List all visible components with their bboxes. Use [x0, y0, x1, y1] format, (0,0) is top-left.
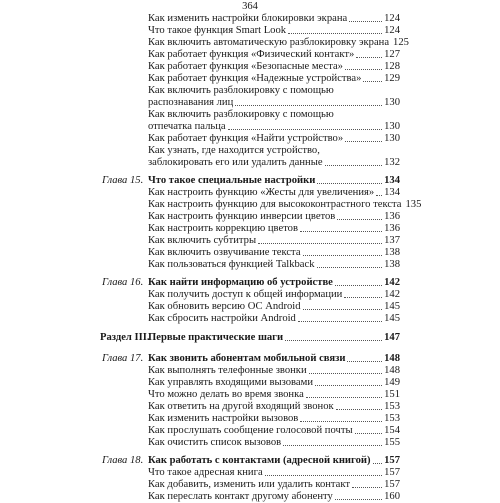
entry-page-number: 148 [384, 353, 400, 364]
entry-title: отпечатка пальца [148, 121, 226, 132]
toc-entry [148, 377, 400, 389]
entry-page-number: 130 [384, 133, 400, 144]
entry-page-number: 142 [384, 277, 400, 288]
entry-title: Как включить разблокировку с помощью [148, 85, 334, 96]
entry-title: Как управлять входящими вызовами [148, 377, 313, 388]
dot-leader [335, 285, 382, 286]
entry-page-number: 148 [384, 365, 400, 376]
entry-page-number: 142 [384, 289, 400, 300]
entry-title: Как узнать, где находится устройство, [148, 145, 320, 156]
entry-page-number: 153 [384, 413, 400, 424]
entry-title: Что можно делать во время звонка [148, 389, 304, 400]
dot-leader [352, 487, 382, 488]
entry-title: Первые практические шаги [148, 332, 284, 343]
entry-title: Как работает функция «Надежные устройства» [148, 73, 362, 84]
entry-page-number: 151 [384, 389, 400, 400]
toc-entry [148, 145, 400, 157]
entry-title: Как добавить, изменить или удалить контакт [148, 479, 351, 490]
entry-title: Как ответить на другой входящий звонок [148, 401, 334, 412]
toc-entry [148, 467, 400, 479]
dot-leader [303, 255, 383, 256]
entry-title: Как настроить функцию «Жесты для увеличения» [148, 187, 375, 198]
entry-page-number: 136 [384, 211, 400, 222]
dot-leader [285, 340, 382, 341]
dot-leader [315, 385, 382, 386]
toc-entry [148, 259, 400, 271]
dot-leader [300, 231, 382, 232]
entry-page-number: 149 [384, 377, 400, 388]
entry-page-number: 145 [384, 301, 400, 312]
toc-entry [148, 73, 400, 85]
toc-entry [148, 365, 400, 377]
toc-entry [148, 157, 400, 169]
entry-page-number: 135 [405, 199, 422, 210]
dot-leader [258, 243, 382, 244]
entry-title: Как звонить абонентам мобильной связи [148, 353, 346, 364]
entry-title: Как выполнять телефонные звонки [148, 365, 307, 376]
entry-title: Как включить разблокировку с помощью [148, 109, 334, 120]
entry-page-number: 124 [384, 13, 400, 24]
entry-page-number: 136 [384, 223, 400, 234]
entry-page-number: 128 [384, 61, 400, 72]
toc-entry [148, 479, 400, 491]
entry-title: Как очистить список вызовов [148, 437, 282, 448]
toc-entry [148, 223, 400, 235]
dot-leader [356, 57, 382, 58]
toc-entry [148, 61, 400, 73]
dot-leader [349, 21, 382, 22]
page-number: 364 [242, 1, 258, 12]
entry-page-number: 130 [384, 121, 400, 132]
entry-page-number: 157 [384, 467, 400, 478]
entry-title: Что такое функция Smart Look [148, 25, 287, 36]
entry-page-number: 130 [384, 97, 400, 108]
entry-title: распознавания лиц [148, 97, 234, 108]
dot-leader [376, 195, 382, 196]
dot-leader [228, 129, 383, 130]
toc-entry [148, 313, 400, 325]
toc-entry [148, 401, 400, 413]
entry-title: Как получить доступ к общей информации [148, 289, 343, 300]
entry-page-number: 153 [384, 401, 400, 412]
dot-leader [309, 373, 382, 374]
chapter-entry [148, 277, 400, 289]
toc-entry [148, 289, 400, 301]
entry-title: Что такое специальные настройки [148, 175, 316, 186]
chapter-entry [148, 455, 400, 467]
dot-leader [298, 321, 382, 322]
dot-leader [300, 421, 382, 422]
toc-entry [148, 491, 400, 503]
entry-title: Как изменить настройки блокировки экрана [148, 13, 348, 24]
entry-title: Как настроить функцию для высококонтрастного текста [148, 199, 402, 210]
chapter-label: Глава 15. [102, 175, 144, 186]
entry-page-number: 127 [384, 49, 400, 60]
entry-title: Что такое адресная книга [148, 467, 263, 478]
toc-entry [148, 247, 400, 259]
toc-entry [148, 389, 400, 401]
entry-title: Как включить субтитры [148, 235, 257, 246]
entry-page-number: 134 [384, 187, 400, 198]
chapter-label: Глава 17. [102, 353, 144, 364]
entry-page-number: 160 [384, 491, 400, 502]
dot-leader [355, 433, 383, 434]
entry-page-number: 138 [384, 259, 400, 270]
toc-entry [148, 49, 400, 61]
chapter-entry [148, 175, 400, 187]
chapter-entry [148, 353, 400, 365]
entry-title: Как работает функция «Безопасные места» [148, 61, 343, 72]
entry-page-number: 157 [384, 479, 400, 490]
entry-page-number: 147 [384, 332, 400, 343]
toc-entry [148, 121, 400, 133]
entry-title: Как включить озвучивание текста [148, 247, 301, 258]
entry-title: Как прослушать сообщение голосовой почты [148, 425, 353, 436]
entry-page-number: 134 [384, 175, 400, 186]
entry-page-number: 155 [384, 437, 400, 448]
dot-leader [345, 141, 382, 142]
dot-leader [363, 81, 382, 82]
toc-entry [148, 25, 400, 37]
dot-leader [336, 409, 382, 410]
dot-leader [306, 397, 382, 398]
entry-title: Как настроить коррекцию цветов [148, 223, 298, 234]
dot-leader [345, 69, 382, 70]
entry-title: Как пользоваться функцией Talkback [148, 259, 315, 270]
dot-leader [283, 445, 382, 446]
dot-leader [344, 297, 382, 298]
dot-leader [373, 463, 383, 464]
entry-page-number: 125 [393, 37, 409, 48]
toc-entry [148, 109, 400, 121]
dot-leader [317, 183, 382, 184]
entry-page-number: 124 [384, 25, 400, 36]
entry-title: Как изменить настройки вызовов [148, 413, 299, 424]
toc-entry [148, 199, 422, 211]
toc-entry [148, 425, 400, 437]
chapter-label: Глава 18. [102, 455, 144, 466]
dot-leader [265, 475, 382, 476]
toc-entry [148, 13, 400, 25]
entry-page-number: 145 [384, 313, 400, 324]
toc-entry [148, 301, 400, 313]
entry-page-number: 137 [384, 235, 400, 246]
toc-entry [148, 437, 400, 449]
chapter-label: Глава 16. [102, 277, 144, 288]
dot-leader [337, 219, 382, 220]
entry-title: Как включить автоматическую разблокировку экрана [148, 37, 390, 48]
entry-page-number: 154 [384, 425, 400, 436]
toc-entry [148, 85, 400, 97]
dot-leader [347, 361, 382, 362]
dot-leader [317, 267, 383, 268]
entry-title: Как настроить функцию инверсии цветов [148, 211, 336, 222]
entry-title: Как работает функция «Найти устройство» [148, 133, 344, 144]
dot-leader [325, 165, 383, 166]
dot-leader [235, 105, 382, 106]
toc-entry [148, 133, 400, 145]
toc-entry [148, 97, 400, 109]
entry-title: заблокировать его или удалить данные [148, 157, 323, 168]
section-label: Раздел III. [100, 332, 150, 343]
entry-title: Как сбросить настройки Android [148, 313, 296, 324]
entry-page-number: 129 [384, 73, 400, 84]
entry-title: Как обновить версию ОС Android [148, 301, 301, 312]
entry-title: Как работает функция «Физический контакт» [148, 49, 355, 60]
entry-title: Как найти информацию об устройстве [148, 277, 333, 288]
entry-page-number: 132 [384, 157, 400, 168]
dot-leader [303, 309, 383, 310]
section-entry [148, 332, 400, 344]
entry-page-number: 157 [384, 455, 400, 466]
entry-page-number: 138 [384, 247, 400, 258]
entry-title: Как работать с контактами (адресной книгой) [148, 455, 371, 466]
toc-entry [148, 211, 400, 223]
entry-title: Как переслать контакт другому абоненту [148, 491, 333, 502]
dot-leader [288, 33, 382, 34]
toc-entry [148, 187, 400, 199]
toc-entry [148, 235, 400, 247]
toc-entry [148, 413, 400, 425]
toc-entry [148, 37, 409, 49]
